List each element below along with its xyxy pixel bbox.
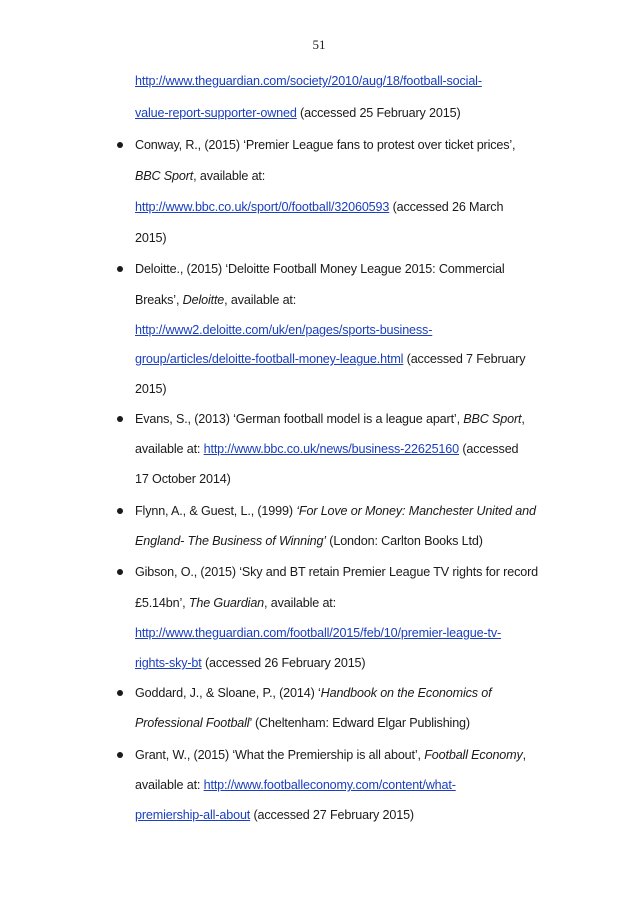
reference-text: available at: (135, 778, 204, 792)
reference-line (135, 261, 505, 277)
reference-text: Breaks’, (135, 293, 183, 307)
reference-line (135, 105, 461, 121)
reference-source: Football Economy (424, 748, 523, 762)
reference-line (135, 411, 525, 427)
reference-line (135, 564, 538, 580)
bullet-icon (117, 508, 123, 514)
reference-text: Grant, W., (2015) ‘What the Premiership is all about’, (135, 748, 425, 762)
reference-text: , available at: (264, 596, 337, 610)
reference-text: , (522, 748, 526, 762)
reference-title: Professional Football (135, 716, 250, 730)
reference-line (135, 73, 482, 89)
reference-source: BBC Sport (463, 412, 522, 426)
reference-link[interactable]: http://www.theguardian.com/football/2015/feb/10/premier-league-tv- (135, 626, 502, 640)
reference-line (135, 625, 501, 641)
reference-line (135, 715, 470, 731)
reference-line (135, 137, 515, 153)
reference-line (135, 685, 491, 701)
bullet-icon (117, 569, 123, 575)
reference-line (135, 292, 296, 308)
reference-line (135, 199, 503, 215)
reference-text: ’ (Cheltenham: Edward Elgar Publishing) (249, 716, 470, 730)
reference-title: Handbook on the Economics of (320, 686, 492, 700)
reference-text: (accessed 7 February (403, 352, 526, 366)
reference-text: available at: (135, 442, 204, 456)
reference-link[interactable]: http://www.bbc.co.uk/news/business-22625160 (203, 442, 459, 456)
reference-text: 17 October 2014) (135, 472, 231, 486)
reference-line (135, 807, 414, 823)
reference-text: , available at: (193, 169, 266, 183)
reference-text: (accessed 26 March (389, 200, 504, 214)
reference-line (135, 595, 336, 611)
reference-text: (accessed 27 February 2015) (250, 808, 414, 822)
reference-text: Gibson, O., (2015) ‘Sky and BT retain Premier League TV rights for record (135, 565, 538, 579)
page-number: 51 (312, 37, 326, 52)
reference-source: The Guardian (188, 596, 265, 610)
reference-line (135, 747, 526, 763)
reference-line (135, 533, 483, 549)
reference-text: Flynn, A., & Guest, L., (1999) (135, 504, 297, 518)
reference-text: Deloitte., (2015) ‘Deloitte Football Money League 2015: Commercial (135, 262, 505, 276)
reference-text: (London: Carlton Books Ltd) (325, 534, 483, 548)
reference-text: , (521, 412, 525, 426)
reference-link[interactable]: group/articles/deloitte-football-money-league.html (135, 352, 404, 366)
reference-link[interactable]: rights-sky-bt (135, 656, 202, 670)
reference-text: (accessed 26 February 2015) (201, 656, 366, 670)
reference-link[interactable]: value-report-supporter-owned (135, 106, 297, 120)
reference-title: England- The Business of Winning’ (135, 534, 326, 548)
reference-line (135, 351, 525, 367)
reference-text: , available at: (224, 293, 297, 307)
reference-line (135, 441, 518, 457)
reference-link[interactable]: http://www.footballeconomy.com/content/what- (203, 778, 456, 792)
reference-source: BBC Sport (135, 169, 194, 183)
reference-link[interactable]: http://www.theguardian.com/society/2010/aug/18/football-social- (135, 74, 482, 88)
reference-link[interactable]: http://www2.deloitte.com/uk/en/pages/sports-business- (135, 323, 433, 337)
reference-text: £5.14bn’, (135, 596, 189, 610)
reference-text: Evans, S., (2013) ‘German football model is a league apart’, (135, 412, 464, 426)
reference-line (135, 471, 231, 487)
reference-line (135, 777, 456, 793)
reference-text: 2015) (135, 231, 167, 245)
reference-title: ‘For Love or Money: Manchester United and (296, 504, 536, 518)
reference-text: Goddard, J., & Sloane, P., (2014) ‘ (135, 686, 321, 700)
bullet-icon (117, 142, 123, 148)
reference-text: Conway, R., (2015) ‘Premier League fans to protest over ticket prices’, (135, 138, 516, 152)
reference-text: (accessed (459, 442, 519, 456)
reference-line (135, 655, 365, 671)
reference-line (135, 381, 166, 397)
bullet-icon (117, 266, 123, 272)
reference-line (135, 322, 432, 338)
bullet-icon (117, 416, 123, 422)
reference-line (135, 168, 265, 184)
reference-text: 2015) (135, 382, 167, 396)
bullet-icon (117, 752, 123, 758)
bullet-icon (117, 690, 123, 696)
reference-line (135, 230, 166, 246)
reference-text: (accessed 25 February 2015) (296, 106, 461, 120)
reference-link[interactable]: http://www.bbc.co.uk/sport/0/football/32060593 (135, 200, 390, 214)
reference-link[interactable]: premiership-all-about (135, 808, 251, 822)
reference-source: Deloitte (182, 293, 225, 307)
reference-line (135, 503, 536, 519)
